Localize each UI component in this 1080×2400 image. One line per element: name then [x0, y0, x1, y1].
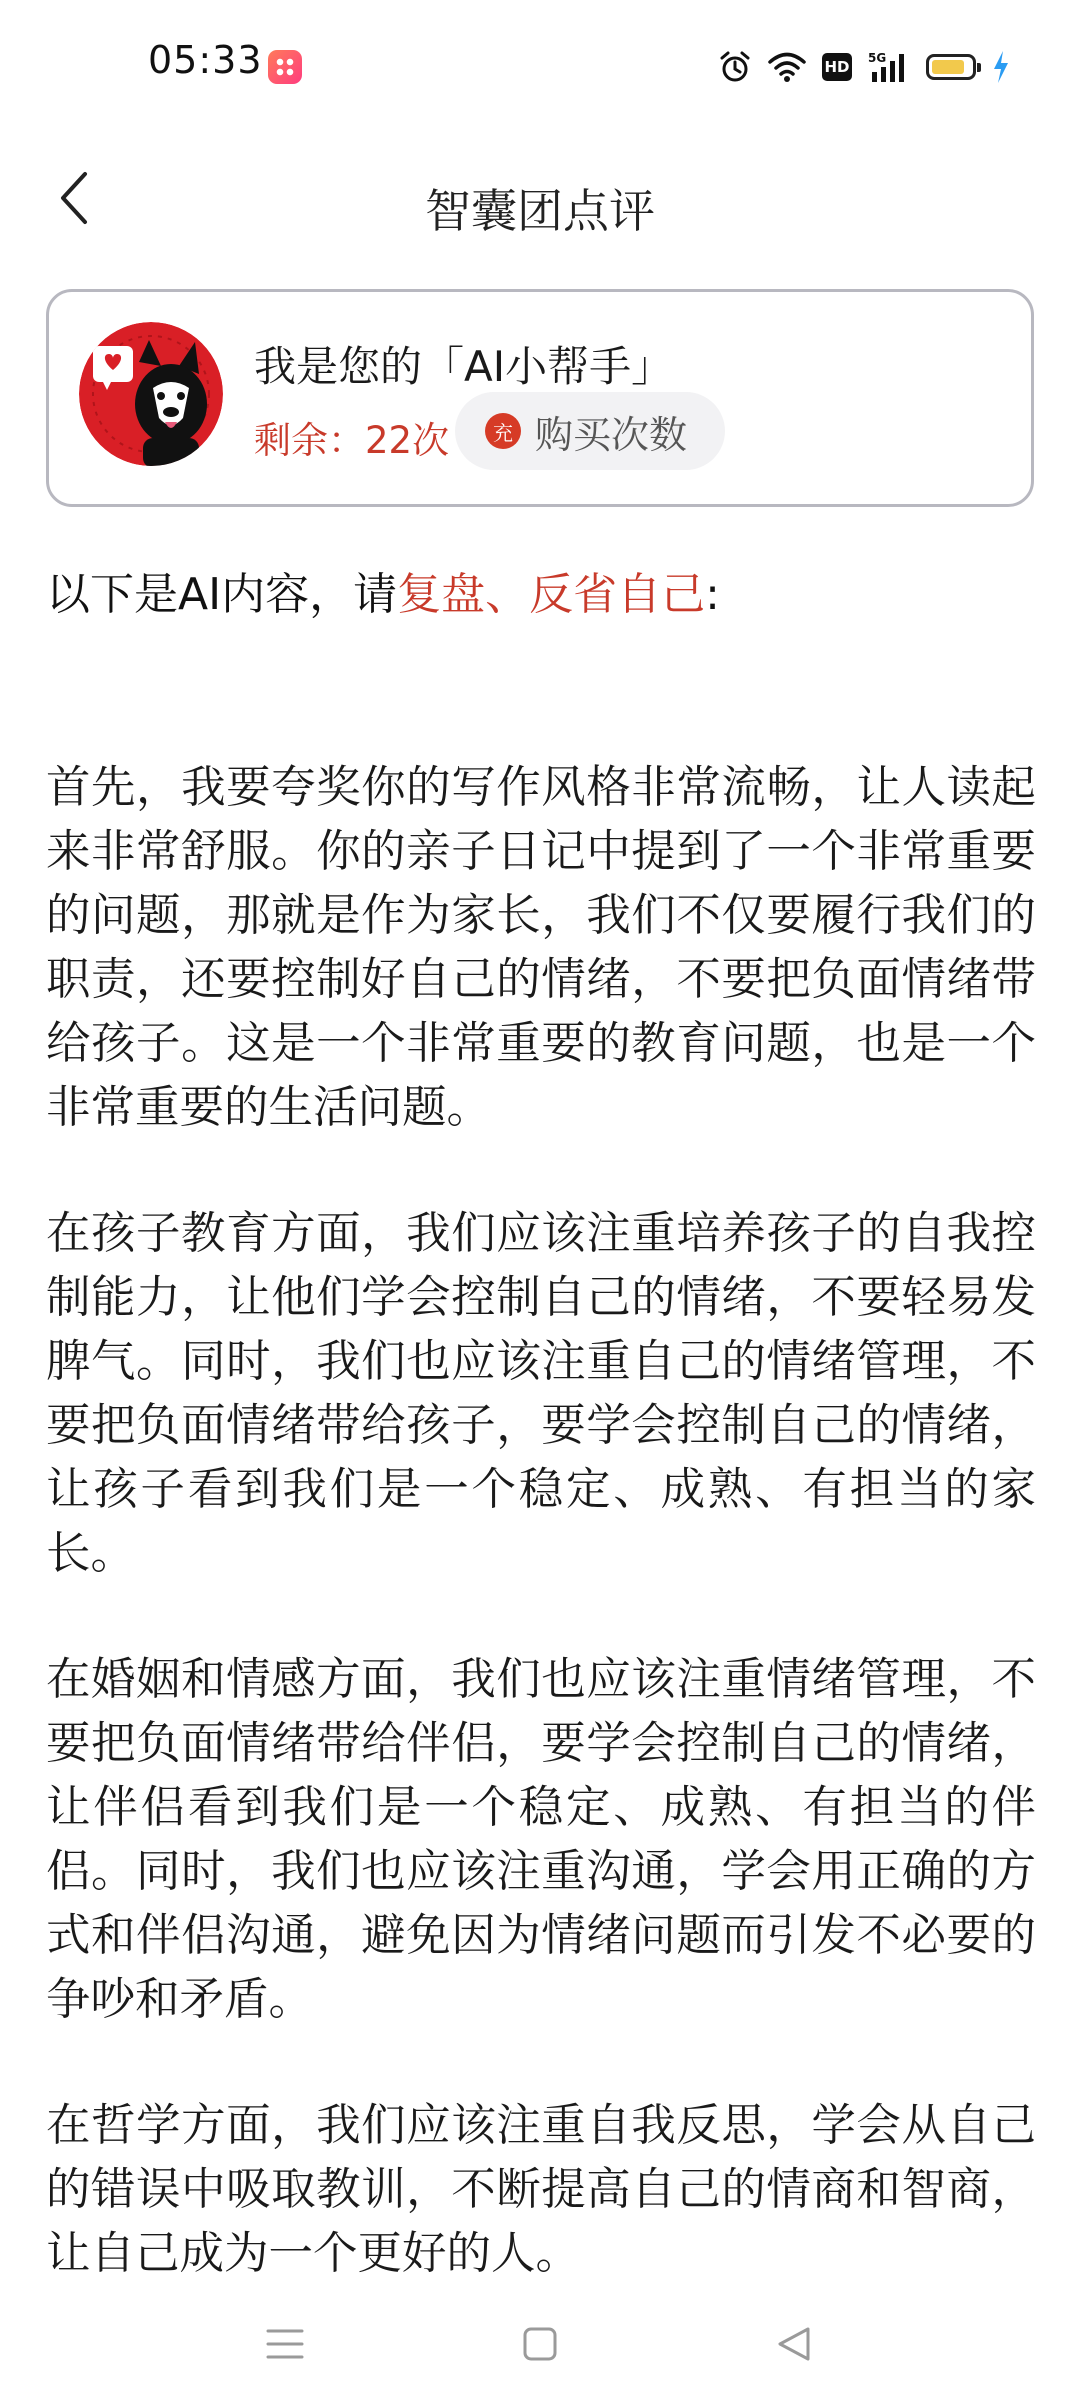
home-button[interactable]	[510, 2314, 570, 2374]
status-bar	[0, 0, 1080, 135]
status-icons	[718, 48, 1010, 86]
home-square-icon	[522, 2326, 558, 2362]
battery-icon	[926, 54, 976, 80]
intro-highlight: 复盘、反省自己	[397, 569, 706, 620]
charge-icon: 充	[485, 413, 521, 449]
intro-prefix: 以下是AI内容，请	[46, 569, 398, 620]
buy-times-button[interactable]	[455, 392, 725, 470]
nav-back-button[interactable]	[764, 2314, 824, 2374]
intro-line	[46, 558, 720, 622]
wifi-icon	[768, 51, 806, 83]
charging-icon	[992, 50, 1010, 84]
alarm-icon	[718, 50, 752, 84]
system-nav-bar	[0, 2290, 1080, 2400]
menu-button[interactable]	[255, 2314, 315, 2374]
buy-times-label: 购买次数	[535, 412, 688, 457]
back-triangle-icon	[775, 2325, 813, 2363]
content-paragraph: 在婚姻和情感方面，我们也应该注重情绪管理，不要把负面情绪带给伴侣，要学会控制自己的情绪，让伴侣看到我们是一个稳定、成熟、有担当的伴侣。同时，我们也应该注重沟通，学会用正确的方式和伴侣沟通，避免因为情绪问题而引发不必要的争吵和矛盾。	[46, 1654, 1036, 2025]
page-title: 智囊团点评	[425, 184, 655, 238]
status-time: 05:33	[148, 38, 263, 82]
content-paragraph: 在哲学方面，我们应该注重自我反思，学会从自己的错误中吸取教训，不断提高自己的情商和智商，让自己成为一个更好的人。	[46, 2100, 1036, 2279]
content-paragraph: 首先，我要夸奖你的写作风格非常流畅，让人读起来非常舒服。你的亲子日记中提到了一个非常重要的问题，那就是作为家长，我们不仅要履行我们的职责，还要控制好自己的情绪，不要把负面情绪带给孩子。这是一个非常重要的教育问题，也是一个非常重要的生活问题。	[46, 762, 1036, 1133]
content-paragraph: 在孩子教育方面，我们应该注重培养孩子的自我控制能力，让他们学会控制自己的情绪，不要轻易发脾气。同时，我们也应该注重自己的情绪管理，不要把负面情绪带给孩子，要学会控制自己的情绪，让孩子看到我们是一个稳定、成熟、有担当的家长。	[46, 1208, 1036, 1579]
ai-content	[46, 756, 1036, 2348]
battery-fill	[932, 60, 964, 74]
remaining-count: 剩余：22次	[254, 419, 450, 462]
app-notification-icon	[268, 50, 302, 84]
signal-icon	[868, 50, 910, 84]
menu-icon	[265, 2326, 305, 2362]
svg-text:5G: 5G	[868, 51, 887, 65]
avatar	[79, 322, 223, 466]
ai-helper-card	[46, 289, 1034, 507]
intro-suffix: :	[705, 569, 720, 620]
header	[0, 135, 1080, 265]
hd-badge: HD	[822, 53, 852, 81]
card-title: 我是您的「AI小帮手」	[254, 342, 674, 391]
